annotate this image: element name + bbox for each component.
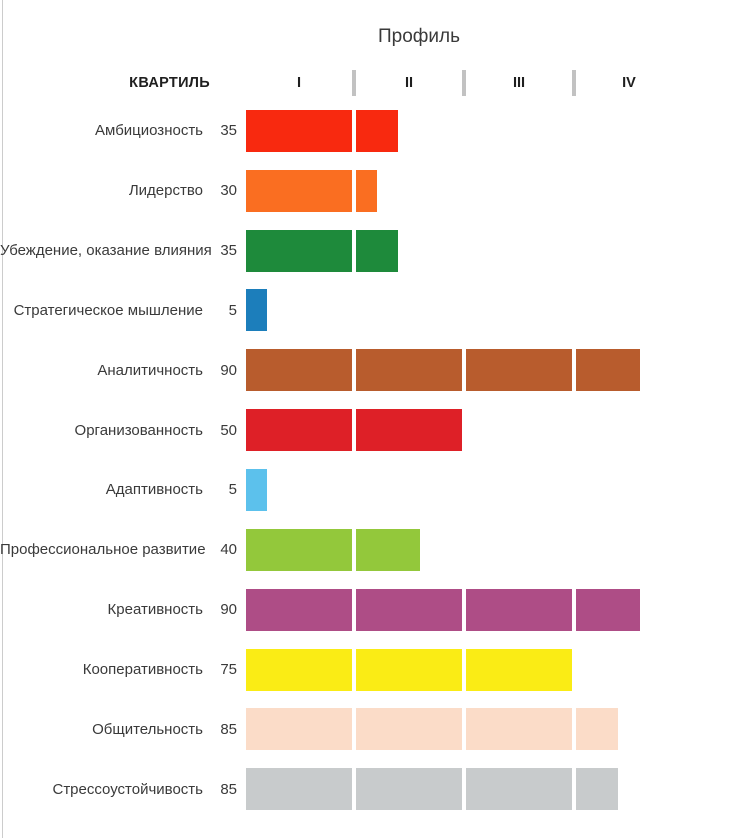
- bar-segment: [246, 230, 352, 272]
- table-row: [0, 340, 745, 400]
- bar: [246, 469, 267, 511]
- bar-segment: [356, 349, 462, 391]
- bar-segment: [466, 708, 572, 750]
- row-value: 50: [220, 421, 237, 439]
- quartile-tick-strip: [246, 70, 682, 96]
- bar-segment: [576, 589, 640, 631]
- row-value: 30: [220, 182, 237, 200]
- table-row: [0, 400, 745, 460]
- bar: [246, 529, 420, 571]
- row-label: Креативность: [107, 601, 203, 619]
- bar-segment: [246, 649, 352, 691]
- bar-segment: [356, 230, 398, 272]
- row-label: Кооперативность: [82, 661, 203, 679]
- bar-segment: [356, 589, 462, 631]
- bar: [246, 409, 462, 451]
- table-row: [0, 101, 745, 161]
- table-row: [0, 460, 745, 520]
- row-label: Лидерство: [128, 182, 203, 200]
- bar-segment: [246, 529, 352, 571]
- quartile-label: III: [512, 75, 526, 91]
- bar: [246, 110, 398, 152]
- table-row: [0, 281, 745, 341]
- quartile-label: II: [404, 75, 414, 91]
- row-value: 35: [220, 122, 237, 140]
- bar: [246, 768, 618, 810]
- row-label: Профессиональное развитие: [0, 541, 206, 559]
- bar-segment: [466, 349, 572, 391]
- bar-segment: [246, 289, 267, 331]
- row-label: Убеждение, оказание влияния: [0, 242, 212, 260]
- table-row: [0, 699, 745, 759]
- bar-segment: [356, 529, 420, 571]
- row-label: Аналитичность: [97, 361, 203, 379]
- table-row: [0, 161, 745, 221]
- bar-segment: [246, 110, 352, 152]
- bar-segment: [246, 768, 352, 810]
- bar: [246, 708, 618, 750]
- table-row: [0, 221, 745, 281]
- row-label: Амбициозность: [95, 122, 203, 140]
- bar-segment: [246, 349, 352, 391]
- bar-segment: [356, 708, 462, 750]
- quartile-header: [0, 70, 682, 96]
- row-value: 75: [220, 661, 237, 679]
- bar: [246, 289, 267, 331]
- bar-segment: [576, 708, 618, 750]
- quartile-label: I: [296, 75, 302, 91]
- bar-segment: [576, 349, 640, 391]
- bar-segment: [576, 768, 618, 810]
- row-label: Стратегическое мышление: [13, 301, 203, 319]
- bar-rows: [0, 101, 745, 819]
- row-value: 5: [228, 481, 237, 499]
- bar: [246, 349, 640, 391]
- bar-segment: [356, 110, 398, 152]
- chart-title: Профиль: [377, 26, 461, 47]
- row-label: Общительность: [92, 720, 203, 738]
- table-row: [0, 580, 745, 640]
- bar-segment: [246, 409, 352, 451]
- bar-segment: [356, 170, 377, 212]
- bar-segment: [246, 170, 352, 212]
- bar: [246, 170, 377, 212]
- table-row: [0, 640, 745, 700]
- bar-segment: [356, 649, 462, 691]
- bar: [246, 230, 398, 272]
- bar-segment: [356, 409, 462, 451]
- bar: [246, 649, 572, 691]
- row-value: 90: [220, 361, 237, 379]
- table-row: [0, 759, 745, 819]
- table-row: [0, 520, 745, 580]
- row-label: Организованность: [74, 421, 203, 439]
- quartile-label: IV: [622, 75, 636, 91]
- bar-segment: [246, 469, 267, 511]
- row-value: 5: [228, 301, 237, 319]
- row-value: 40: [220, 541, 237, 559]
- row-value: 35: [220, 242, 237, 260]
- row-label: Стрессоустойчивость: [52, 780, 203, 798]
- row-value: 85: [220, 780, 237, 798]
- bar-segment: [466, 589, 572, 631]
- quartile-header-label: КВАРТИЛЬ: [129, 75, 210, 91]
- bar-segment: [466, 649, 572, 691]
- row-label: Адаптивность: [105, 481, 203, 499]
- bar-segment: [246, 589, 352, 631]
- bar-segment: [356, 768, 462, 810]
- row-value: 90: [220, 601, 237, 619]
- bar: [246, 589, 640, 631]
- row-value: 85: [220, 720, 237, 738]
- bar-segment: [466, 768, 572, 810]
- bar-segment: [246, 708, 352, 750]
